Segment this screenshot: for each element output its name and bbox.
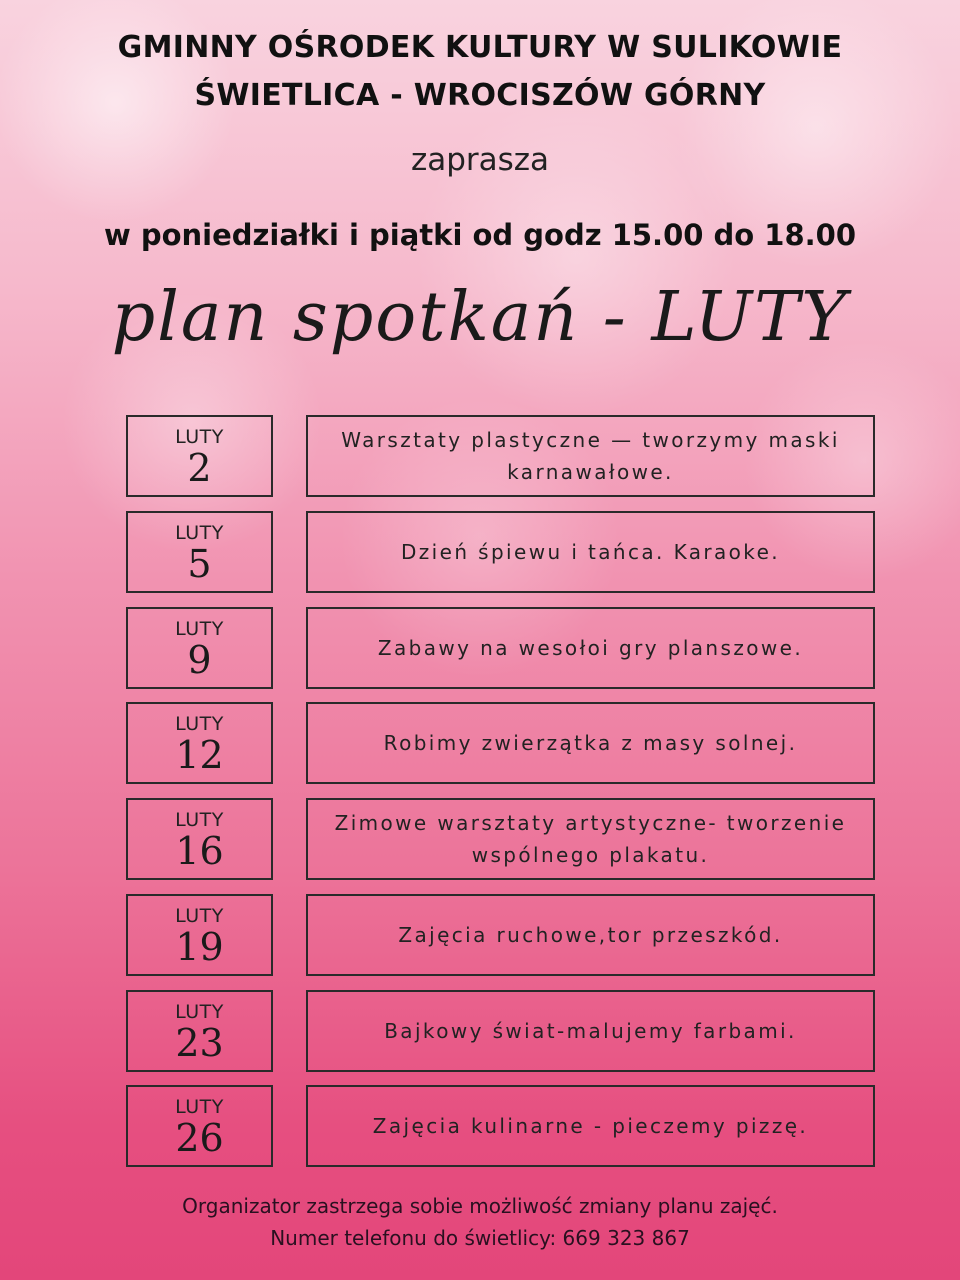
schedule-row bbox=[0, 702, 960, 784]
activity-box bbox=[306, 511, 875, 593]
activity-box bbox=[306, 415, 875, 497]
date-month: LUTY bbox=[175, 1096, 224, 1118]
activity-box bbox=[306, 702, 875, 784]
activity-box bbox=[306, 990, 875, 1072]
date-month: LUTY bbox=[175, 426, 224, 448]
date-box bbox=[126, 798, 273, 880]
activity-box bbox=[306, 894, 875, 976]
date-month: LUTY bbox=[175, 1001, 224, 1023]
date-month: LUTY bbox=[175, 618, 224, 640]
schedule-row bbox=[0, 798, 960, 880]
date-day: 19 bbox=[175, 925, 224, 969]
phone-text: Numer telefonu do świetlicy: 669 323 867 bbox=[270, 1226, 690, 1250]
plan-title: plan spotkań - LUTY bbox=[111, 278, 849, 357]
activity-text: Warsztaty plastyczne — tworzymy maski karnawałowe. bbox=[341, 428, 840, 484]
date-day: 16 bbox=[175, 829, 224, 873]
date-day: 12 bbox=[175, 733, 224, 777]
date-box bbox=[126, 990, 273, 1072]
organizer-title: GMINNY OŚRODEK KULTURY W SULIKOWIE bbox=[117, 30, 843, 65]
activity-text: Robimy zwierzątka z masy solnej. bbox=[383, 731, 798, 755]
date-box bbox=[126, 894, 273, 976]
venue-title: ŚWIETLICA - WROCISZÓW GÓRNY bbox=[194, 78, 766, 113]
activity-box bbox=[306, 607, 875, 689]
activity-text: Zimowe warsztaty artystyczne- tworzenie wspólnego plakatu. bbox=[334, 811, 847, 867]
activity-text: Dzień śpiewu i tańca. Karaoke. bbox=[400, 540, 781, 564]
activity-text: Zabawy na wesołoi gry planszowe. bbox=[377, 636, 804, 660]
footer-note bbox=[0, 1190, 960, 1254]
date-box bbox=[126, 511, 273, 593]
date-month: LUTY bbox=[175, 713, 224, 735]
opening-hours: w poniedziałki i piątki od godz 15.00 do 18.00 bbox=[103, 218, 857, 252]
activity-text: Zajęcia ruchowe,tor przeszkód. bbox=[398, 923, 783, 947]
date-box bbox=[126, 1085, 273, 1167]
poster-header bbox=[0, 24, 960, 120]
date-day: 2 bbox=[187, 446, 212, 490]
schedule-row bbox=[0, 511, 960, 593]
date-day: 23 bbox=[175, 1021, 224, 1065]
activity-text: Zajęcia kulinarne - pieczemy pizzę. bbox=[372, 1114, 809, 1138]
invite-text: zaprasza bbox=[410, 142, 550, 178]
date-day: 5 bbox=[187, 542, 212, 586]
date-month: LUTY bbox=[175, 809, 224, 831]
date-box bbox=[126, 415, 273, 497]
date-box bbox=[126, 607, 273, 689]
schedule-row bbox=[0, 894, 960, 976]
activity-text: Bajkowy świat-malujemy farbami. bbox=[384, 1019, 797, 1043]
activity-box bbox=[306, 1085, 875, 1167]
schedule-row bbox=[0, 990, 960, 1072]
schedule-row bbox=[0, 415, 960, 497]
date-day: 9 bbox=[187, 638, 212, 682]
date-box bbox=[126, 702, 273, 784]
disclaimer-text: Organizator zastrzega sobie możliwość zmiany planu zajęć. bbox=[182, 1194, 778, 1218]
schedule-row bbox=[0, 1085, 960, 1167]
date-month: LUTY bbox=[175, 522, 224, 544]
schedule-row bbox=[0, 607, 960, 689]
date-month: LUTY bbox=[175, 905, 224, 927]
date-day: 26 bbox=[175, 1116, 224, 1160]
activity-box bbox=[306, 798, 875, 880]
